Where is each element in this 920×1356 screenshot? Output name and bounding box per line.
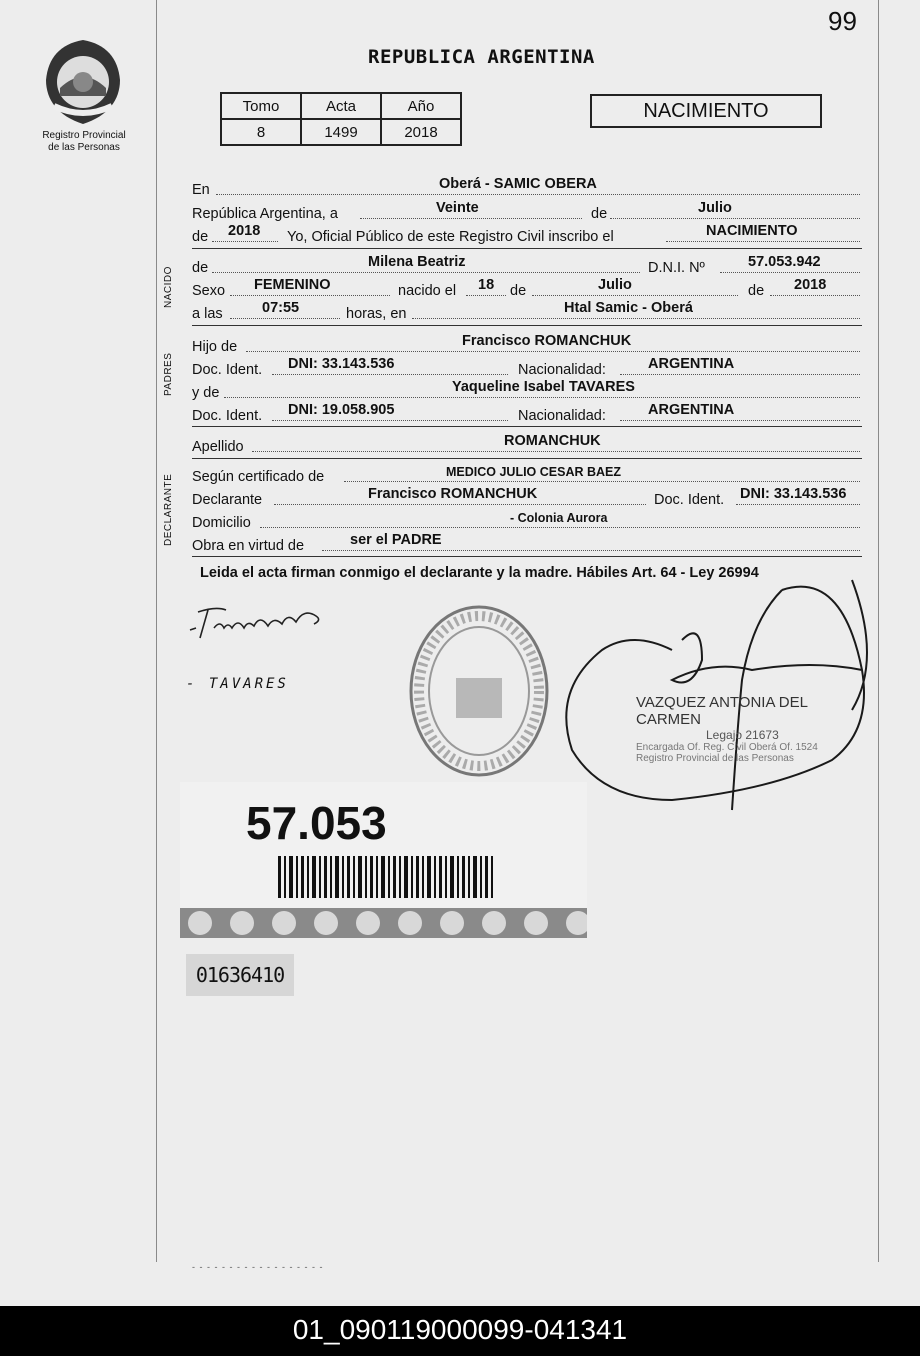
father-doc-value: DNI: 33.143.536 <box>288 356 395 372</box>
day-words-value: Veinte <box>436 200 479 216</box>
address-value: - Colonia Aurora <box>510 511 608 525</box>
row-place: En Oberá - SAMIC OBERA <box>192 176 862 198</box>
row-mother-doc: Doc. Ident. DNI: 19.058.905 Nacionalidad: ARGENTINA <box>192 402 862 424</box>
barcode <box>278 856 498 898</box>
side-label-nacido: NACIDO <box>163 266 174 308</box>
row-name: de Milena Beatriz D.N.I. Nº 57.053.942 <box>192 254 862 276</box>
birth-month-value: Julio <box>598 277 632 293</box>
logo-caption: Registro Provincial de las Personas <box>42 130 126 153</box>
side-label-padres: PADRES <box>163 352 174 396</box>
separator <box>192 458 862 459</box>
serial-number: 01636410 <box>186 954 294 996</box>
inscription-type-value: NACIMIENTO <box>706 223 798 239</box>
mother-name-value: Yaqueline Isabel TAVARES <box>452 379 635 395</box>
row-father: Hijo de Francisco ROMANCHUK <box>192 333 862 355</box>
row-sex: Sexo FEMENINO nacido el 18 de Julio de 2018 <box>192 277 862 299</box>
acta-value: 1499 <box>301 119 381 145</box>
mother-signature: - TAVARES <box>186 676 289 692</box>
record-type-box: NACIMIENTO <box>590 94 822 128</box>
anio-value: 2018 <box>381 119 461 145</box>
tomo-value: 8 <box>221 119 301 145</box>
father-nationality-value: ARGENTINA <box>648 356 735 372</box>
birth-time-value: 07:55 <box>262 300 300 316</box>
row-certificate: Según certificado de MEDICO JULIO CESAR BAEZ <box>192 463 862 485</box>
birth-place-value: Htal Samic - Oberá <box>564 300 693 316</box>
declarant-signature <box>186 598 336 648</box>
register-table <box>220 92 462 146</box>
birth-year-value: 2018 <box>794 277 827 293</box>
child-name-value: Milena Beatriz <box>368 254 466 270</box>
row-inscription: de 2018 Yo, Oficial Público de este Registro Civil inscribo el NACIMIENTO <box>192 223 862 245</box>
side-label-declarante: DECLARANTE <box>163 473 174 547</box>
left-margin-line <box>156 0 157 1262</box>
declarant-name-value: Francisco ROMANCHUK <box>368 486 538 502</box>
closing-statement: Leida el acta firman conmigo el declarante y la madre. Hábiles Art. 64 - Ley 26994 <box>200 565 759 581</box>
anio-header: Año <box>381 93 461 119</box>
child-dni-value: 57.053.942 <box>748 254 821 270</box>
security-pattern <box>180 908 587 938</box>
acta-header: Acta <box>301 93 381 119</box>
separator <box>192 426 862 427</box>
row-surname: Apellido ROMANCHUK <box>192 433 862 455</box>
row-virtue: Obra en virtud de ser el PADRE <box>192 532 862 554</box>
month-value: Julio <box>698 200 732 216</box>
virtue-value: ser el PADRE <box>350 532 442 548</box>
separator <box>192 248 862 249</box>
mother-doc-value: DNI: 19.058.905 <box>288 402 395 418</box>
official-signature <box>552 560 882 820</box>
sex-value: FEMENINO <box>254 277 331 293</box>
birth-day-value: 18 <box>478 277 495 293</box>
official-stamp-text: VAZQUEZ ANTONIA DEL CARMEN Legajo 21673 Encargada Of. Reg. Civil Oberá Of. 1524 Registro Provincial de las Personas <box>636 694 818 764</box>
document-title: REPUBLICA ARGENTINA <box>368 46 595 68</box>
declarant-doc-value: DNI: 33.143.536 <box>740 486 847 502</box>
surname-value: ROMANCHUK <box>504 433 601 449</box>
tomo-header: Tomo <box>221 93 301 119</box>
bottom-print: - - - - - - - - - - - - - - - - - - <box>192 1262 324 1272</box>
mother-nationality-value: ARGENTINA <box>648 402 735 418</box>
scan-filename-footer: 01_090119000099-041341 <box>0 1306 920 1356</box>
father-name-value: Francisco ROMANCHUK <box>462 333 632 349</box>
provincial-seal-logo <box>40 36 126 128</box>
sticker-number: 57.053 <box>246 797 387 849</box>
row-address: Domicilio - Colonia Aurora <box>192 509 862 531</box>
page-number: 99 <box>828 6 857 36</box>
row-declarant: Declarante Francisco ROMANCHUK Doc. Ident. DNI: 33.143.536 <box>192 486 862 508</box>
certificate-value: MEDICO JULIO CESAR BAEZ <box>446 465 622 479</box>
official-stamp <box>404 600 554 782</box>
separator <box>192 325 862 326</box>
row-father-doc: Doc. Ident. DNI: 33.143.536 Nacionalidad: ARGENTINA <box>192 356 862 378</box>
row-time-place: a las 07:55 horas, en Htal Samic - Oberá <box>192 300 862 322</box>
security-sticker <box>180 782 587 938</box>
row-date: República Argentina, a Veinte de Julio <box>192 200 862 222</box>
year-value: 2018 <box>228 223 261 239</box>
place-value: Oberá - SAMIC OBERA <box>439 176 597 192</box>
row-mother: y de Yaqueline Isabel TAVARES <box>192 379 862 401</box>
separator <box>192 556 862 557</box>
